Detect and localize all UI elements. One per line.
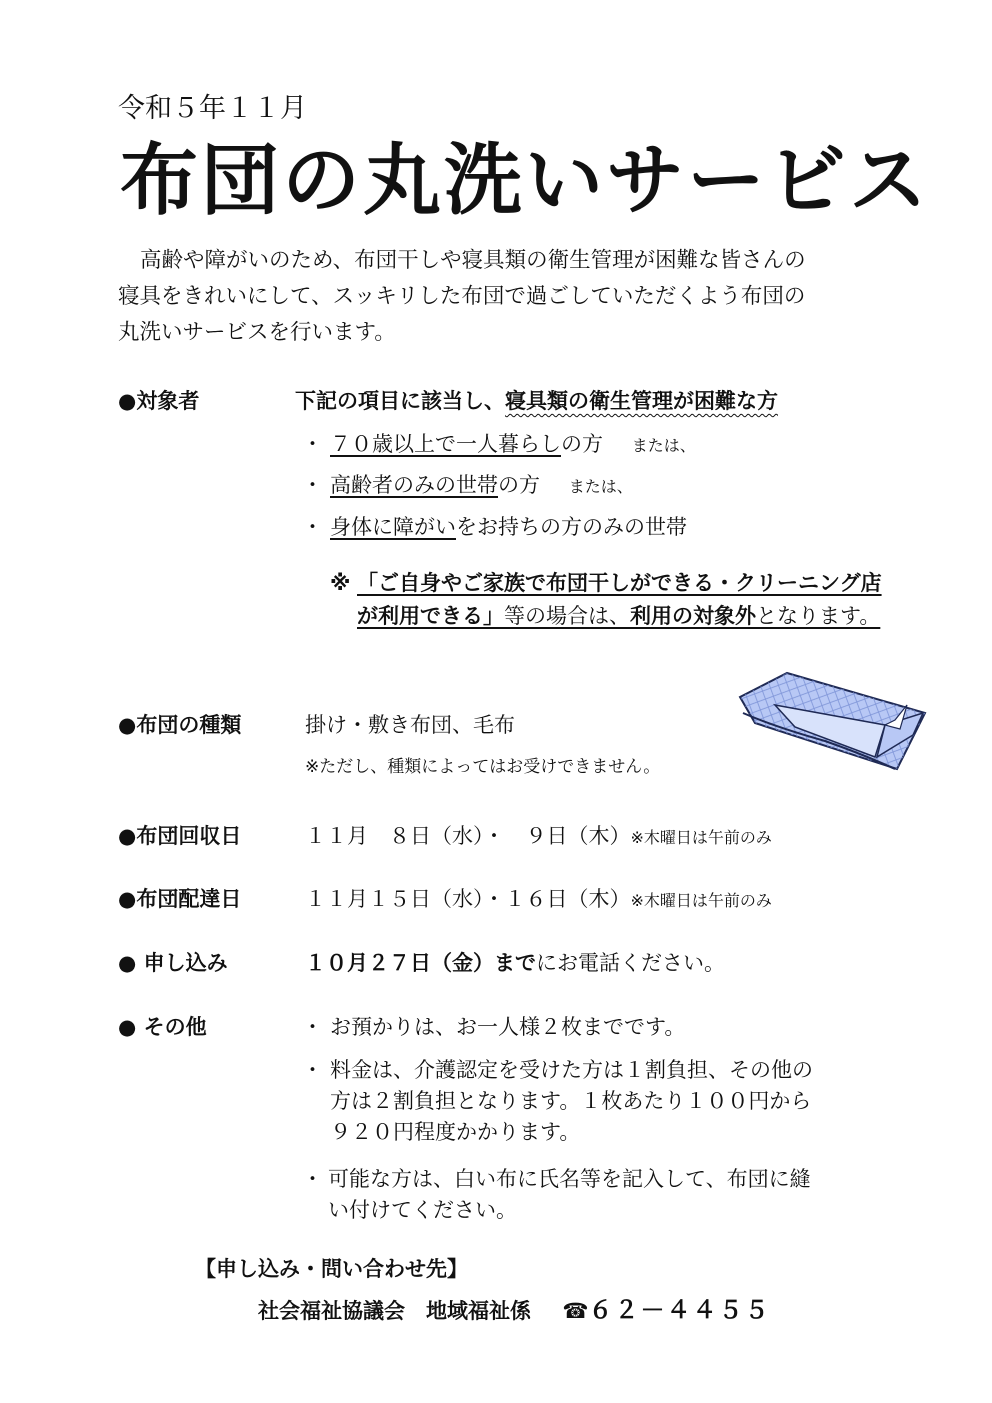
contact-org: 社会福祉協議会 地域福祉係 xyxy=(258,1299,531,1323)
futon-type-note: ※ただし、種類によってはお受けできません。 xyxy=(305,757,661,777)
delivery-dates: １１月１５日（水）・１６日（木） xyxy=(305,887,631,911)
other-item-2-line-1: 料金は、介護認定を受けた方は１割負担、その他の xyxy=(330,1058,813,1082)
apply-label: ● 申し込み xyxy=(118,951,228,975)
issue-date: 令和５年１１月 xyxy=(118,93,307,124)
note-part-d: となります。 xyxy=(756,604,881,628)
delivery-row xyxy=(305,883,772,913)
other-item-3 xyxy=(302,1164,811,1226)
contact-phone: ６２－４４５５ xyxy=(588,1296,771,1324)
note-part-b: 等の場合は、 xyxy=(504,604,630,628)
note-part-a: 「ご自身やご家族で布団干しができる・クリーニング店が利用できる」 xyxy=(357,571,882,628)
intro-line-3: 丸洗いサービスを行います。 xyxy=(118,320,396,345)
other-item-1 xyxy=(302,1011,685,1041)
delivery-label: ●布団配達日 xyxy=(118,887,242,911)
collection-label: ●布団回収日 xyxy=(118,824,242,848)
target-lead-b: 寝具類の衛生管理が困難な方 xyxy=(505,389,778,413)
intro-line-2: 寝具をきれいにして、スッキリした布団で過ごしていただくよう布団の xyxy=(118,284,806,309)
exclusion-note xyxy=(330,567,890,633)
other-item-2 xyxy=(302,1055,813,1148)
apply-rest: にお電話ください。 xyxy=(536,951,725,975)
intro-paragraph xyxy=(118,243,888,351)
page-title: 布団の丸洗いサービス xyxy=(120,136,931,226)
phone-icon: ☎ xyxy=(562,1299,589,1323)
bullet: ・ xyxy=(302,515,323,539)
target-lead-a: 下記の項目に該当し、 xyxy=(295,389,505,413)
target-item-1-main: ７０歳以上で一人暮らし xyxy=(330,432,561,456)
target-item-1-rest: の方 xyxy=(561,432,603,456)
note-mark: ※ xyxy=(330,571,351,595)
apply-row xyxy=(305,947,725,977)
apply-deadline: １０月２７日（金）まで xyxy=(305,951,536,975)
delivery-note: ※木曜日は午前のみ xyxy=(630,891,772,910)
target-item-3-rest: をお持ちの方のみの世帯 xyxy=(456,515,687,539)
contact-line xyxy=(258,1290,770,1325)
other-label: ● その他 xyxy=(118,1015,207,1039)
bullet: ・ xyxy=(302,473,323,497)
target-item-2-rest: の方 xyxy=(498,473,540,497)
intro-line-1: 高齢や障がいのため、布団干しや寝具類の衛生管理が困難な皆さんの xyxy=(140,248,806,273)
target-label: ●対象者 xyxy=(118,389,200,413)
target-lead xyxy=(295,385,778,415)
note-part-c: 利用の対象外 xyxy=(630,604,756,628)
bullet: ・ xyxy=(302,1058,323,1082)
other-item-2-line-3: ９２０円程度かかります。 xyxy=(330,1120,581,1144)
futon-type-label: ●布団の種類 xyxy=(118,713,242,737)
other-item-1-text: お預かりは、お一人様２枚までです。 xyxy=(330,1015,686,1039)
bullet: ・ xyxy=(302,1167,323,1191)
futon-type-value: 掛け・敷き布団、毛布 xyxy=(305,713,515,737)
other-item-3-line-1: 可能な方は、白い布に氏名等を記入して、布団に縫 xyxy=(328,1167,811,1191)
folded-blanket-illustration xyxy=(735,665,935,777)
collection-note: ※木曜日は午前のみ xyxy=(630,828,772,847)
target-item-2 xyxy=(302,469,633,499)
other-item-3-line-2: い付けてください。 xyxy=(328,1198,517,1222)
target-item-2-main: 高齢者のみの世帯 xyxy=(330,473,498,497)
target-item-1 xyxy=(302,428,696,458)
target-item-3 xyxy=(302,511,687,541)
contact-heading: 【申し込み・問い合わせ先】 xyxy=(195,1257,468,1281)
target-item-2-suffix: または、 xyxy=(568,477,633,496)
target-item-3-main: 身体に障がい xyxy=(330,515,456,539)
target-item-1-suffix: または、 xyxy=(631,436,696,455)
other-item-2-line-2: 方は２割負担となります。１枚あたり１００円から xyxy=(330,1089,812,1113)
bullet: ・ xyxy=(302,1015,323,1039)
bullet: ・ xyxy=(302,432,323,456)
collection-row xyxy=(305,820,772,850)
collection-dates: １１月 ８日（水）・ ９日（木） xyxy=(305,824,631,848)
